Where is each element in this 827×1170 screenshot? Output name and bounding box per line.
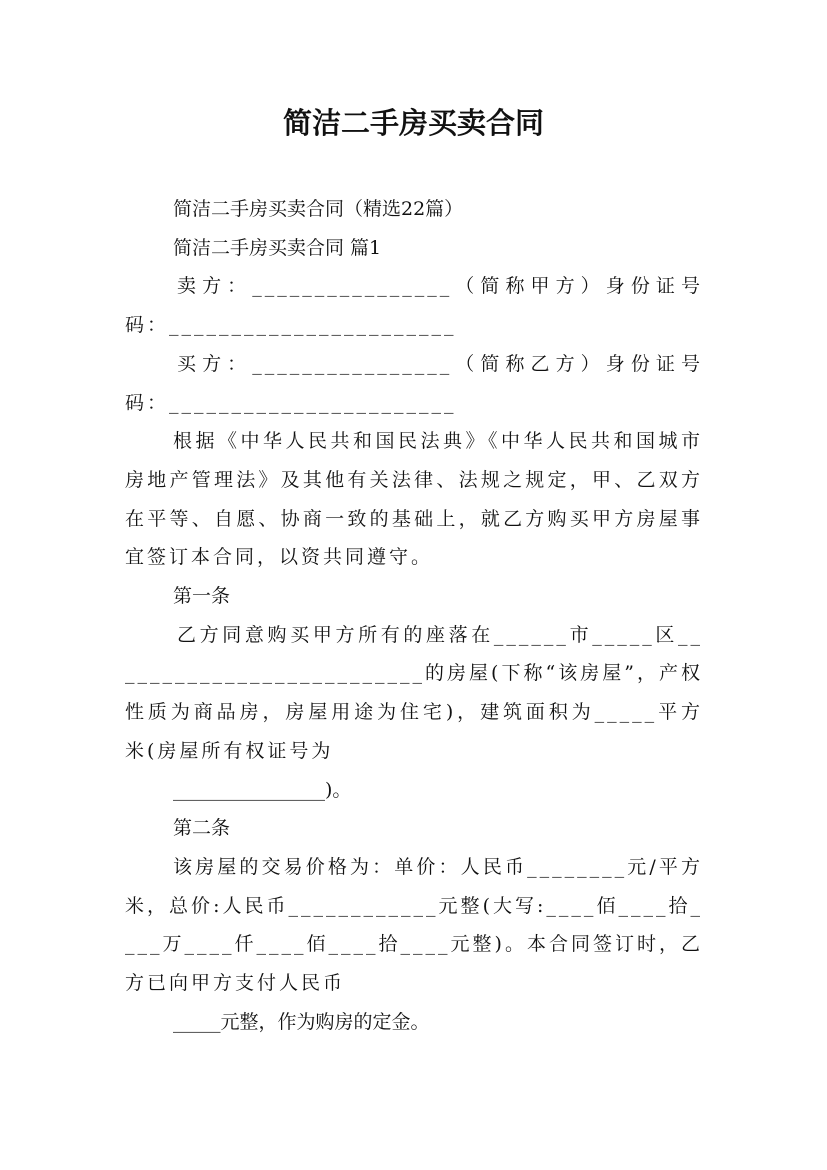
article-2-body: 该房屋的交易价格为：单价：人民币________元/平方米，总价:人民币____________元整(大写:____佰____拾____万____仟____佰____拾____元整)。本合同签订时，乙方已向甲方支付人民币 [125, 855, 703, 995]
paragraph-subtitle: 简洁二手房买卖合同（精选22篇） [173, 198, 464, 220]
document-title: 简洁二手房买卖合同 [282, 106, 544, 140]
article-2-heading: 第二条 [173, 817, 231, 840]
article-1-heading: 第一条 [173, 585, 231, 608]
article-2-continuation: _____元整，作为购房的定金。 [173, 1010, 430, 1033]
article-1-continuation: ________________)。 [173, 778, 352, 801]
paragraph-section-heading: 简洁二手房买卖合同 篇1 [173, 236, 382, 259]
paragraph-seller: 卖方：________________（简称甲方）身份证号码：_______________________ [125, 275, 703, 337]
paragraph-preamble: 根据《中华人民共和国民法典》《中华人民共和国城市房地产管理法》及其他有关法律、法规之规定，甲、乙双方在平等、自愿、协商一致的基础上，就乙方购买甲方房屋事宜签订本合同，以资共同遵守。 [125, 430, 703, 569]
article-1-body: 乙方同意购买甲方所有的座落在______市_____区__________________________的房屋(下称“该房屋”，产权性质为商品房，房屋用途为住宅)，建筑面积为_____平方米(房屋所有权证号为 [125, 623, 703, 762]
document-body [125, 190, 703, 1041]
paragraph-buyer: 买方：________________（简称乙方）身份证号码：_______________________ [125, 352, 703, 414]
